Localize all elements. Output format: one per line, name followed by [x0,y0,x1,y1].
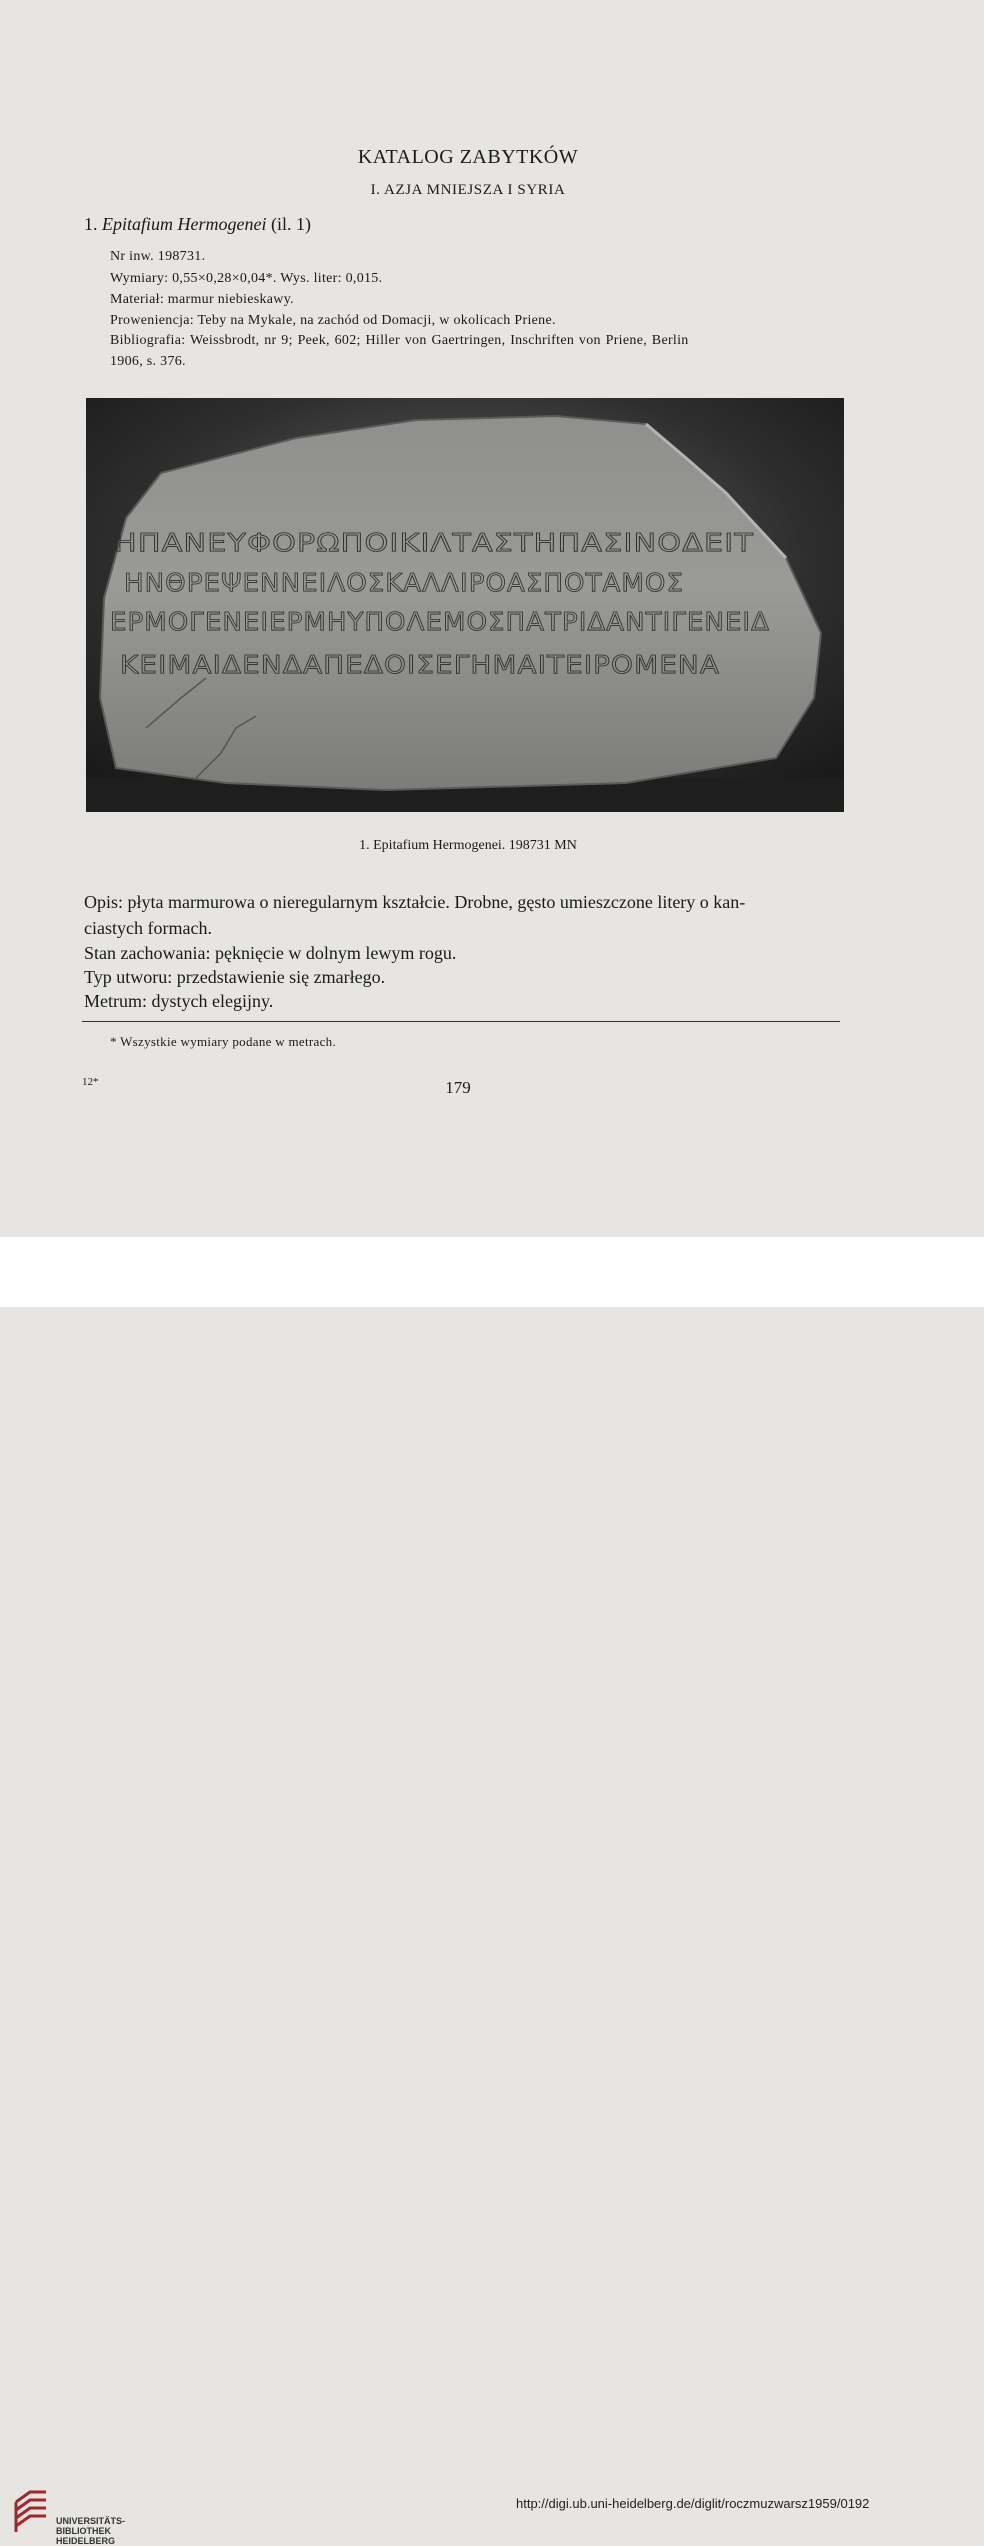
description-line-1: Opis: płyta marmurowa o nieregularnym kształcie. Drobne, gęsto umieszczone litery o kan- [84,892,746,912]
description-line-2: ciastych formach. [84,918,212,938]
footer-bar [0,1237,984,2546]
dimensions: Wymiary: 0,55×0,28×0,04*. Wys. liter: 0,015. [110,271,383,286]
inscription-line-4: ΚΕΙΜΑΙΔΕΝΔΑΠΕΔΟΙΣΕΓΗΜΑΙΤΕΙΡΟΜΕΝΑ [120,650,720,679]
inscription-line-2: ΗΝΘΡΕΨΕΝΝΕΙΛΟΣΚΑΛΛΙΡΟΑΣΠΟΤΑΜΟΣ [124,568,684,597]
library-logo-icon [12,2488,50,2534]
work-type: Typ utworu: przedstawienie się zmarłego. [84,967,386,987]
inscription-photo [86,398,844,812]
page-number: 179 [445,1078,471,1097]
material: Materiał: marmur niebieskawy. [110,292,294,307]
footnote: * Wszystkie wymiary podane w metrach. [110,1034,337,1049]
section-heading: I. AZJA MNIEJSZA I SYRIA [370,182,566,198]
bibliography-cont: 1906, s. 376. [110,354,186,369]
inventory-number: Nr inw. 198731. [110,249,206,264]
source-url-link[interactable]: http://digi.ub.uni-heidelberg.de/diglit/roczmuzwarsz1959/0192 [516,2496,870,2511]
photo-caption: 1. Epitafium Hermogenei. 198731 MN [359,838,577,853]
inscription-line-1: ΗΠΑΝΕΥΦΟΡΩΠΟΙΚΙΛΤΑΣΤΗΠΑΣΙΝΟΔΕΙΤ [114,528,754,557]
signature-mark: 12* [82,1076,99,1088]
preservation-state: Stan zachowania: pęknięcie w dolnym lewym rogu. [84,943,457,963]
entry-heading [84,214,311,235]
meter: Metrum: dystych elegijny. [84,991,274,1011]
entry-ref: (il. 1) [270,214,311,234]
footnote-rule [82,1021,840,1022]
inscription-line-3: ΕΡΜΟΓΕΝΕΙΕΡΜΗΥΠΟΛΕΜΟΣΠΑΤΡΙΔΑΝΤΙΓΕΝΕΙΔ [110,607,770,636]
entry-title: Epitafium Hermogenei [102,214,267,234]
bibliography: Bibliografia: Weissbrodt, nr 9; Peek, 602; Hiller von Gaertringen, Inschriften von Priene, Berlin [110,333,689,348]
provenance: Proweniencja: Teby na Mykale, na zachód od Domacji, w okolicach Priene. [110,313,556,328]
page-title: KATALOG ZABYTKÓW [357,146,579,168]
document-page [0,0,984,1237]
entry-number: 1. [84,214,98,234]
library-logo-text: UNIVERSITÄTS- BIBLIOTHEK HEIDELBERG [56,2516,126,2546]
